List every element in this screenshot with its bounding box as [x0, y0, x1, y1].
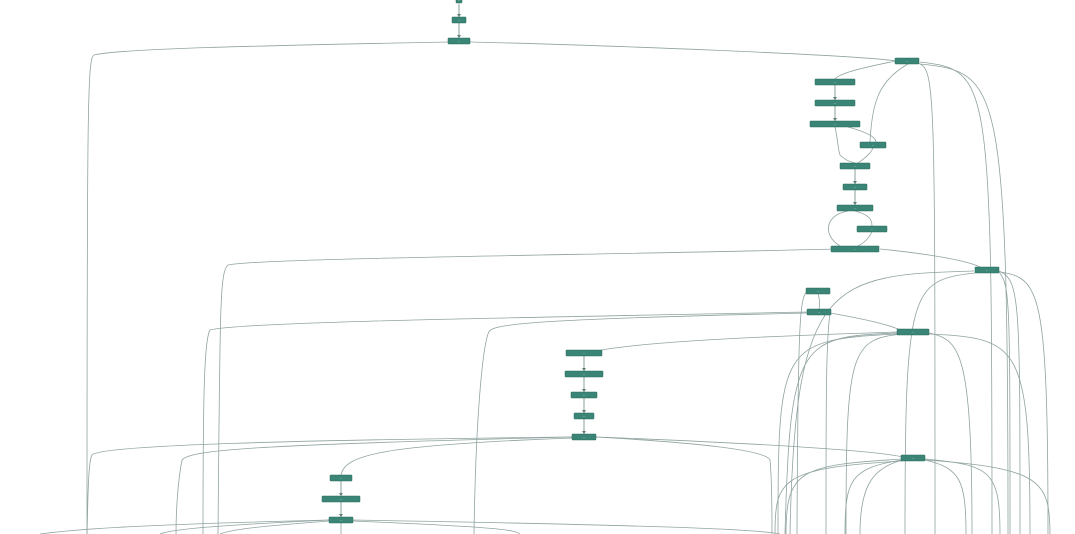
- connector-edge: [470, 42, 896, 61]
- node-label: ...: [582, 414, 586, 418]
- diagram-node[interactable]: [831, 246, 879, 252]
- arrowhead: [853, 181, 857, 184]
- node-label: ...: [853, 185, 857, 189]
- node-label: ...: [871, 143, 875, 147]
- connector-edge: [778, 334, 897, 534]
- diagram-node[interactable]: [901, 455, 925, 461]
- diagram-node[interactable]: [837, 205, 873, 211]
- diagram-node[interactable]: [815, 100, 855, 106]
- connector-edge: [176, 437, 572, 534]
- node-label: ...: [582, 393, 586, 397]
- connector-edge: [848, 127, 876, 142]
- node-label: ...: [582, 435, 586, 439]
- node-label: ...: [853, 247, 857, 251]
- connector-edge: [845, 460, 902, 534]
- arrowhead: [582, 368, 586, 371]
- diagram-node[interactable]: [566, 350, 602, 356]
- diagram-node[interactable]: [571, 392, 597, 398]
- node-label: ...: [816, 289, 820, 293]
- connector-edge: [818, 294, 820, 309]
- connector-edge: [929, 334, 1030, 534]
- connector-edge: [918, 63, 935, 534]
- arrowhead: [339, 514, 343, 517]
- connector-edge: [203, 312, 807, 534]
- connector-edge: [341, 438, 573, 475]
- node-label: ...: [457, 39, 461, 43]
- diagram-node[interactable]: [975, 267, 999, 273]
- node-label: ...: [833, 80, 837, 84]
- node-label: ...: [582, 372, 586, 376]
- diagram-node[interactable]: [860, 142, 886, 148]
- connector-edge: [920, 62, 992, 534]
- node-label: ...: [582, 351, 586, 355]
- arrowhead: [582, 389, 586, 392]
- connector-edge: [797, 291, 808, 534]
- node-label: ...: [339, 518, 343, 522]
- connector-edge: [926, 460, 1050, 534]
- node-label: ...: [870, 227, 874, 231]
- connector-edge: [855, 211, 872, 226]
- arrowhead: [853, 202, 857, 205]
- diagram-node[interactable]: [806, 288, 830, 294]
- node-label: ...: [457, 0, 461, 2]
- connector-edge: [592, 332, 897, 352]
- connector-edge: [218, 249, 835, 534]
- connector-edge: [474, 313, 808, 534]
- diagram-node[interactable]: [322, 496, 360, 502]
- node-label: ...: [911, 330, 915, 334]
- diagram-node[interactable]: [843, 184, 867, 190]
- node-label: ...: [833, 122, 837, 126]
- node-label: ...: [985, 268, 989, 272]
- node-label: ...: [905, 59, 909, 63]
- diagram-node[interactable]: [807, 309, 831, 315]
- connector-edge: [352, 520, 780, 534]
- node-label: ...: [853, 164, 857, 168]
- arrowhead: [457, 35, 461, 38]
- node-label: ...: [457, 18, 461, 22]
- diagram-node[interactable]: [456, 0, 462, 3]
- connector-edge: [785, 333, 897, 534]
- diagram-node[interactable]: [840, 163, 870, 169]
- diagram-node[interactable]: [810, 121, 860, 127]
- connector-edge: [925, 459, 1000, 534]
- diagram-node[interactable]: [448, 38, 470, 44]
- connector-edge: [786, 459, 903, 534]
- connector-edge: [925, 460, 966, 534]
- arrowhead: [833, 118, 837, 121]
- diagram-node[interactable]: [815, 79, 855, 85]
- connector-edge: [596, 437, 772, 534]
- node-label: ...: [339, 476, 343, 480]
- diagram-node[interactable]: [897, 329, 929, 335]
- node-label: ...: [911, 456, 915, 460]
- arrowhead: [582, 431, 586, 434]
- diagram-node[interactable]: [857, 226, 887, 232]
- node-label: ...: [853, 206, 857, 210]
- connector-edge: [860, 460, 903, 534]
- connector-edge: [835, 61, 896, 79]
- connector-edge: [880, 249, 980, 267]
- connector-edge: [929, 333, 972, 534]
- arrowhead: [582, 410, 586, 413]
- connector-edge: [858, 232, 872, 246]
- diagram-node[interactable]: [452, 17, 466, 23]
- diagram-node[interactable]: [330, 475, 352, 481]
- connector-edge: [858, 148, 873, 163]
- edges-layer: [40, 4, 1050, 534]
- node-label: ...: [833, 101, 837, 105]
- connector-edge: [775, 461, 902, 534]
- connector-edge: [846, 334, 905, 534]
- diagram-node[interactable]: [895, 58, 919, 64]
- connector-edge: [826, 314, 830, 534]
- connector-edge: [905, 273, 975, 534]
- diagram-node[interactable]: [329, 517, 353, 523]
- node-label: ...: [817, 310, 821, 314]
- connector-edge: [870, 64, 908, 142]
- arrowhead: [457, 14, 461, 17]
- diagram-node[interactable]: [572, 434, 596, 440]
- connector-edge: [828, 211, 848, 246]
- nodes-layer: [322, 0, 999, 523]
- node-label: ...: [339, 497, 343, 501]
- diagram-node[interactable]: [565, 371, 603, 377]
- connector-edge: [835, 127, 855, 163]
- arrowhead: [339, 493, 343, 496]
- connector-edge: [830, 313, 900, 330]
- connector-edge: [87, 42, 448, 534]
- arrowhead: [833, 97, 837, 100]
- diagram-node[interactable]: [574, 413, 594, 419]
